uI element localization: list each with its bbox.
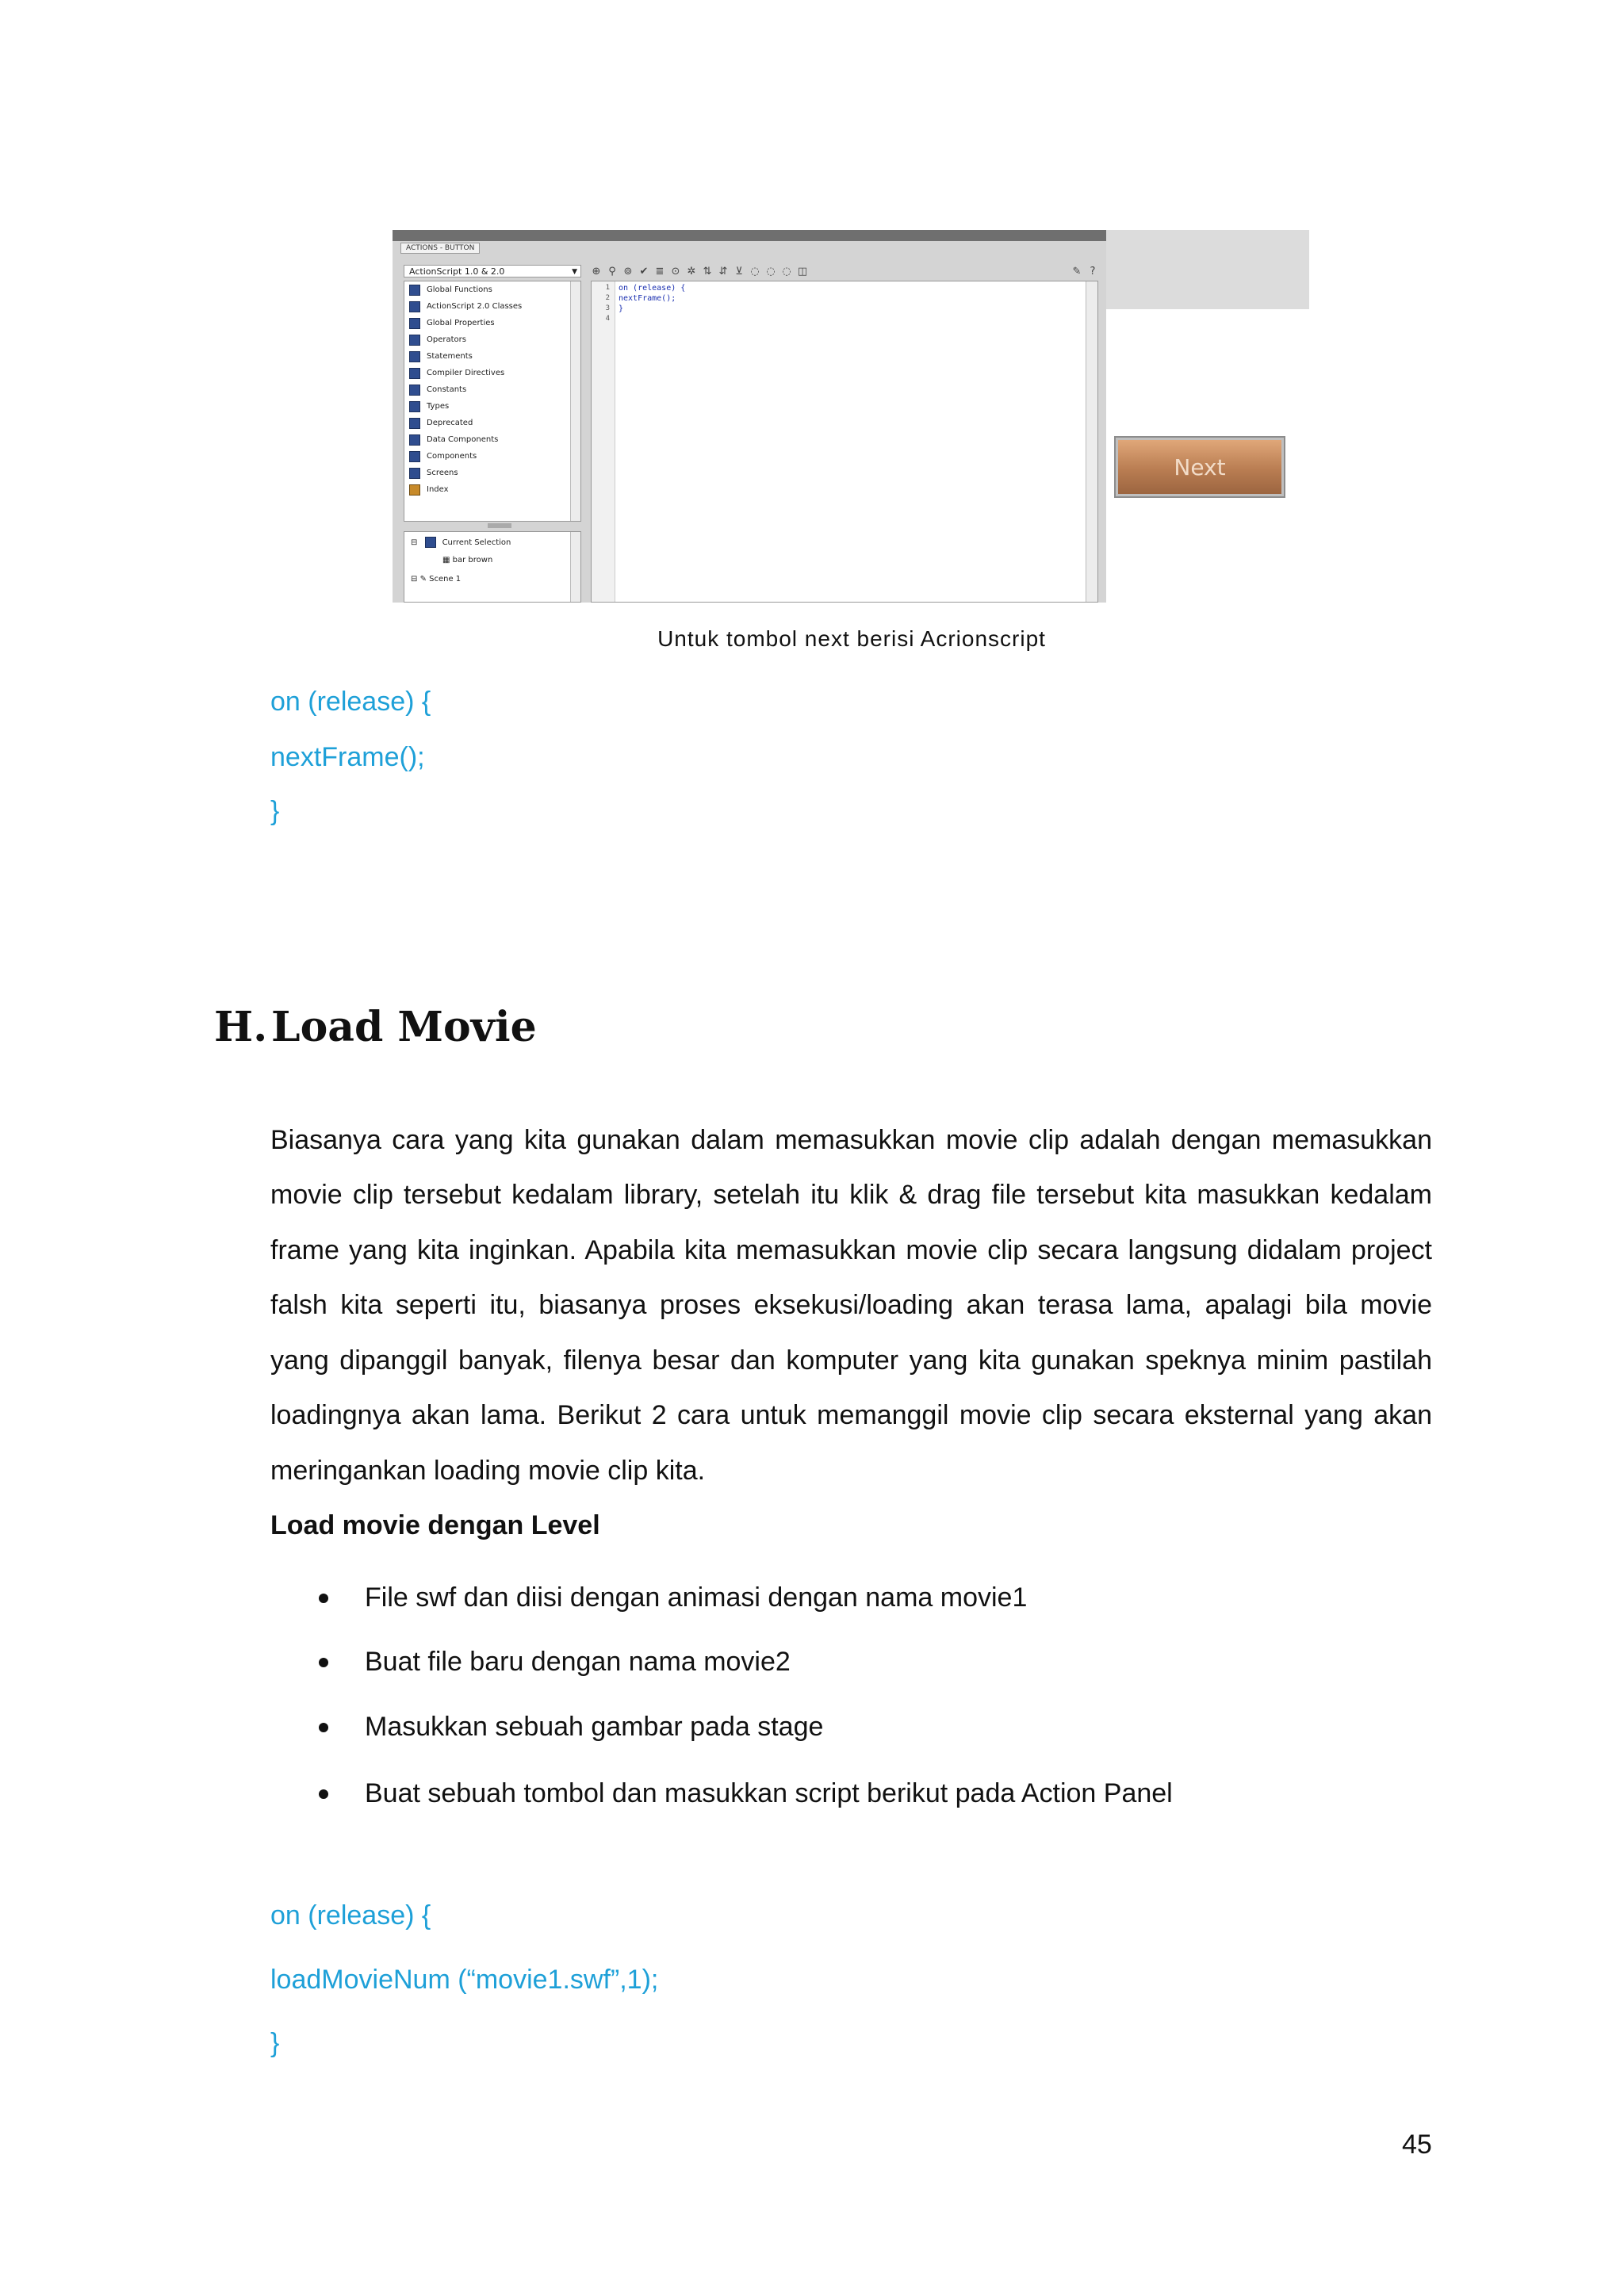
version-select [404, 265, 581, 277]
toolbox-item: Types [404, 398, 580, 415]
page-number: 45 [1402, 2130, 1432, 2160]
scene-icon: ✎ [419, 575, 430, 584]
toolbox-item: Compiler Directives [404, 365, 580, 381]
code-line: } [270, 796, 280, 826]
toolbox-item: Deprecated [404, 415, 580, 431]
check-syntax-icon: ✔ [639, 265, 649, 277]
navigator-scrollbar [570, 532, 580, 602]
section-letter: H. [214, 1003, 268, 1051]
toolbox-item: Index [404, 481, 580, 498]
figure-caption: Untuk tombol next berisi Acrionscript [657, 626, 1046, 651]
toolbox-scrollbar [570, 281, 580, 521]
remove-comment-icon: ◌ [782, 265, 791, 277]
script-navigator [404, 531, 581, 603]
toolbox-item: ActionScript 2.0 Classes [404, 298, 580, 315]
bullet-icon [319, 1658, 328, 1667]
toolbox-item: Statements [404, 348, 580, 365]
editor-toolbar [591, 265, 1098, 277]
panel-titlebar [393, 230, 1106, 241]
stage-background [1106, 230, 1309, 309]
button-symbol-icon: ▦ [442, 556, 453, 564]
tree-item: ⊟ ✎ Scene 1 [411, 575, 462, 584]
line-number: 1 [605, 284, 610, 292]
paragraph-line: loadingnya akan lama. Berikut 2 cara untuk memanggil movie clip secara eksternal yang akan [270, 1400, 1432, 1430]
book-icon [409, 468, 420, 479]
bullet-icon [319, 1594, 328, 1603]
toolbox-item: Data Components [404, 431, 580, 448]
collapse-selection-icon: ⇵ [718, 265, 728, 277]
line-number-gutter [592, 281, 615, 602]
book-icon [409, 401, 420, 412]
section-title: Load Movie [271, 1003, 537, 1051]
tree-item: ⊟ Current Selection [411, 538, 511, 547]
line-number: 2 [605, 294, 610, 302]
expand-all-icon: ⊻ [735, 265, 743, 277]
next-button-preview: Next [1116, 438, 1284, 496]
toolbox-item: Global Functions [404, 281, 580, 298]
code-line: on (release) { [619, 284, 686, 293]
line-number: 3 [605, 304, 610, 312]
subheading: Load movie dengan Level [270, 1510, 600, 1540]
line-number: 4 [605, 315, 610, 323]
help-icon: ? [1090, 265, 1096, 277]
paragraph-line: yang dipanggil banyak, filenya besar dan komputer yang kita gunakan speknya minim pastilah [270, 1345, 1432, 1376]
book-icon [409, 351, 420, 362]
book-icon [409, 385, 420, 396]
script-assist-icon: ✎ [1072, 265, 1082, 277]
tree-item: ▦ bar brown [442, 556, 493, 564]
collapse-icon: ⊟ [411, 538, 420, 547]
book-icon [409, 451, 420, 462]
book-icon [409, 418, 420, 429]
collapse-between-icon: ⇅ [703, 265, 712, 277]
section-heading [214, 1003, 537, 1051]
list-item: Buat file baru dengan nama movie2 [319, 1647, 791, 1678]
code-hint-icon: ⊙ [671, 265, 680, 277]
auto-format-icon: ≣ [655, 265, 665, 277]
target-icon: ⊚ [623, 265, 633, 277]
debug-icon: ✲ [687, 265, 696, 277]
list-item: File swf dan diisi dengan animasi dengan nama movie1 [319, 1582, 1027, 1613]
chevron-down-icon: ▼ [572, 268, 577, 276]
actions-panel [393, 230, 1106, 603]
book-icon [409, 368, 420, 379]
index-book-icon [409, 484, 420, 496]
code-line: nextFrame(); [619, 294, 676, 303]
code-line: loadMovieNum (“movie1.swf”,1); [270, 1965, 659, 1995]
book-icon [409, 285, 420, 296]
code-line: nextFrame(); [270, 742, 425, 772]
panel-tab: ACTIONS - BUTTON [400, 243, 480, 254]
book-icon [409, 335, 420, 346]
toolbox-item: Screens [404, 465, 580, 481]
list-item: Buat sebuah tombol dan masukkan script berikut pada Action Panel [319, 1778, 1173, 1809]
toolbox-toggle-icon: ◫ [797, 265, 808, 277]
code-line: } [619, 304, 624, 313]
find-icon: ⚲ [608, 265, 616, 277]
code-line: on (release) { [270, 687, 431, 717]
paragraph-line: movie clip tersebut kedalam library, setelah itu klik & drag file tersebut kita masukkan kedalam [270, 1180, 1432, 1210]
collapse-icon: ⊟ [411, 575, 420, 584]
paragraph-line: Biasanya cara yang kita gunakan dalam memasukkan movie clip adalah dengan memasukkan [270, 1125, 1432, 1155]
paragraph-line: meringankan loading movie clip kita. [270, 1456, 706, 1486]
comment-line-icon: ◌ [766, 265, 776, 277]
list-item: Masukkan sebuah gambar pada stage [319, 1712, 823, 1743]
script-code [619, 283, 685, 314]
bullet-icon [319, 1789, 328, 1799]
actions-panel-screenshot [393, 230, 1309, 603]
toolbox-item: Operators [404, 331, 580, 348]
code-line: on (release) { [270, 1900, 431, 1931]
script-editor [591, 281, 1098, 603]
book-icon [409, 434, 420, 446]
toolbox-item: Constants [404, 381, 580, 398]
book-icon [409, 318, 420, 329]
actions-toolbox [404, 281, 581, 522]
paragraph-line: frame yang kita inginkan. Apabila kita memasukkan movie clip secara langsung didalam project [270, 1235, 1432, 1265]
bullet-icon [319, 1723, 328, 1732]
book-icon [409, 301, 420, 312]
panel-splitter [488, 523, 511, 528]
paragraph-line: falsh kita seperti itu, biasanya proses eksekusi/loading akan terasa lama, apalagi bila movie [270, 1290, 1432, 1320]
code-line: } [270, 2028, 280, 2058]
selection-icon [425, 537, 436, 548]
comment-block-icon: ◌ [750, 265, 760, 277]
toolbox-item: Components [404, 448, 580, 465]
toolbox-item: Global Properties [404, 315, 580, 331]
editor-scrollbar [1086, 281, 1097, 602]
add-item-icon: ⊕ [592, 265, 601, 277]
version-select-label: ActionScript 1.0 & 2.0 [409, 266, 505, 277]
